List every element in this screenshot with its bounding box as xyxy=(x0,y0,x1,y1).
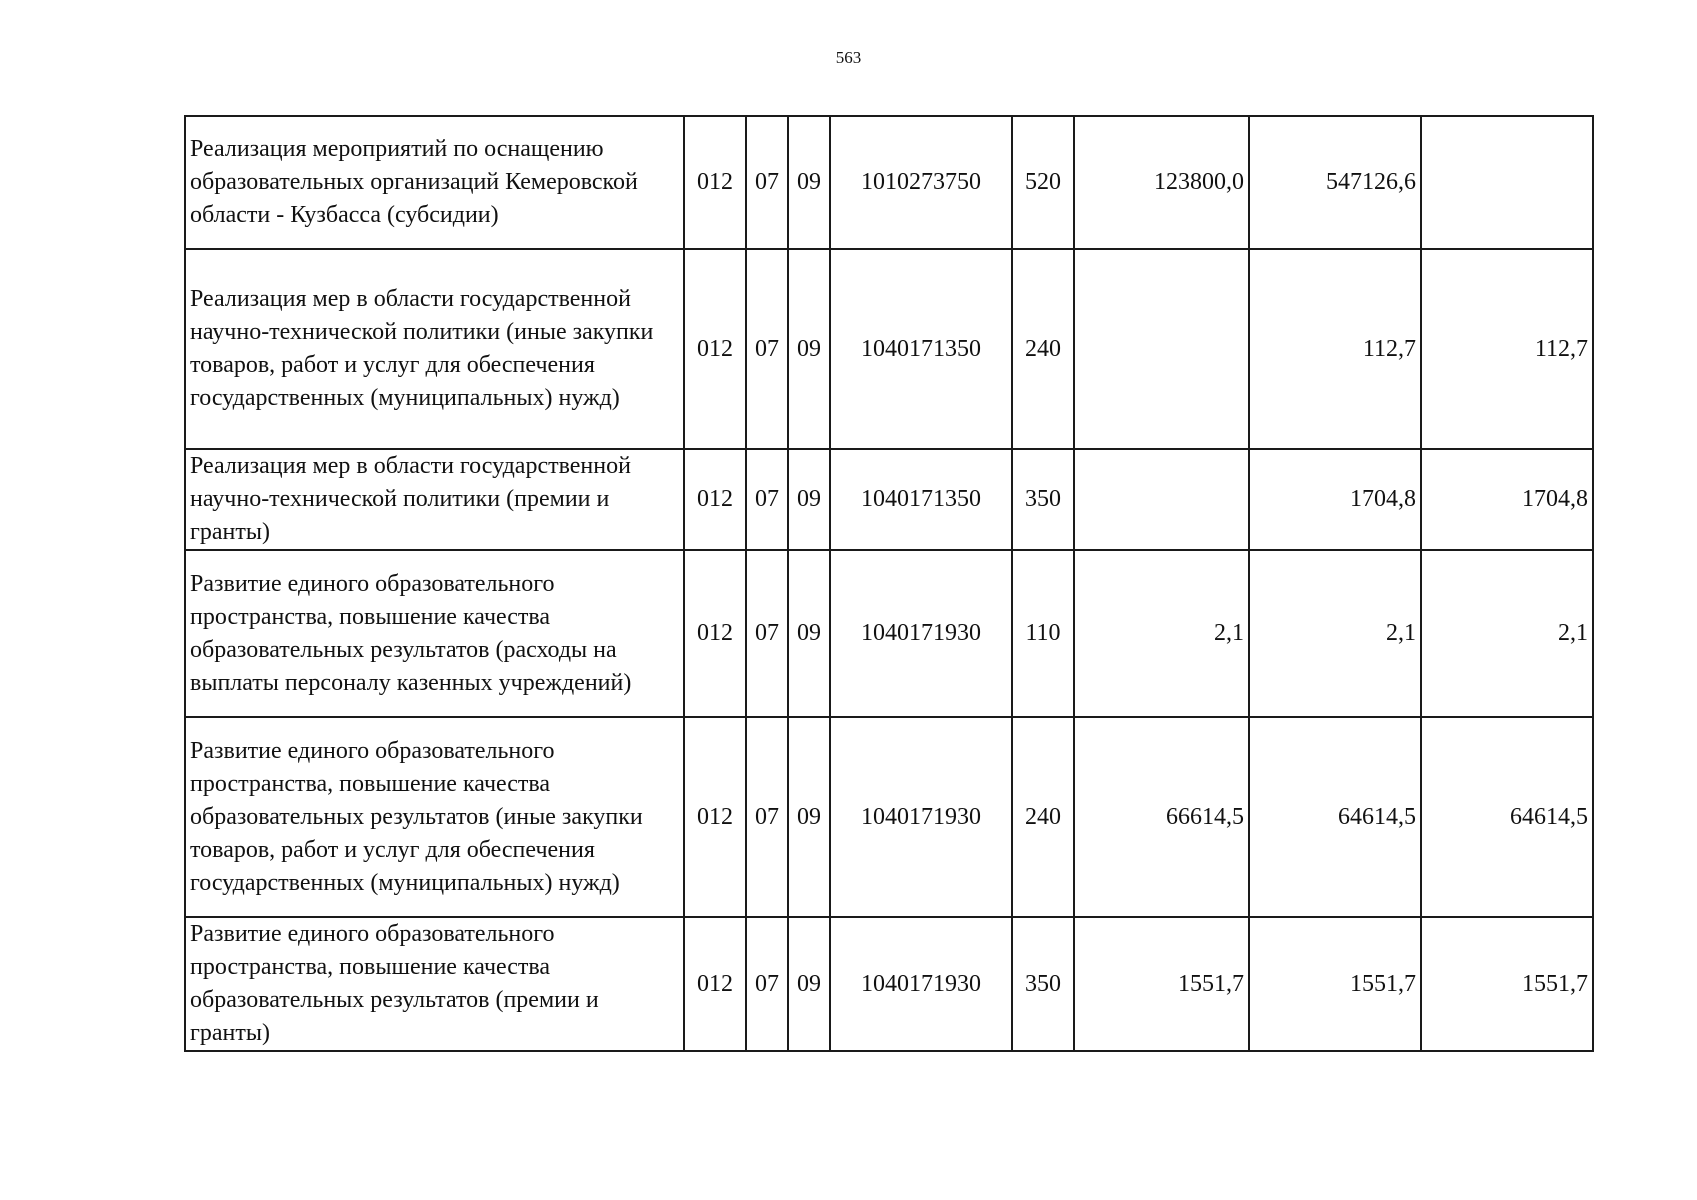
sum-year1-cell: 1551,7 xyxy=(1074,917,1249,1051)
table-row xyxy=(185,116,1593,249)
sum-year1-cell: 2,1 xyxy=(1074,550,1249,717)
section-cell: 07 xyxy=(746,717,788,917)
grbs-cell: 012 xyxy=(684,116,746,249)
sum-year2-cell: 2,1 xyxy=(1249,550,1421,717)
expense-type-cell: 520 xyxy=(1012,116,1074,249)
sum-year2-cell: 112,7 xyxy=(1249,249,1421,449)
subsection-cell: 09 xyxy=(788,917,830,1051)
expense-type-cell: 350 xyxy=(1012,449,1074,550)
sum-year3-cell: 2,1 xyxy=(1421,550,1593,717)
row-name-cell: Реализация мер в области государственной научно-технической политики (иные закупки товаров, работ и услуг для обеспечения государственных (муниципальных) нужд) xyxy=(185,249,684,449)
target-article-cell: 1040171930 xyxy=(830,550,1012,717)
sum-year3-cell: 64614,5 xyxy=(1421,717,1593,917)
sum-year3-cell: 1704,8 xyxy=(1421,449,1593,550)
target-article-cell: 1040171930 xyxy=(830,717,1012,917)
table-row xyxy=(185,249,1593,449)
target-article-cell: 1010273750 xyxy=(830,116,1012,249)
table-row xyxy=(185,717,1593,917)
table-row xyxy=(185,917,1593,1051)
subsection-cell: 09 xyxy=(788,116,830,249)
section-cell: 07 xyxy=(746,449,788,550)
subsection-cell: 09 xyxy=(788,249,830,449)
expense-type-cell: 110 xyxy=(1012,550,1074,717)
row-name-cell: Развитие единого образовательного пространства, повышение качества образовательных результатов (иные закупки товаров, работ и услуг для обеспечения государственных (муниципальных) нужд) xyxy=(185,717,684,917)
subsection-cell: 09 xyxy=(788,717,830,917)
section-cell: 07 xyxy=(746,116,788,249)
sum-year2-cell: 64614,5 xyxy=(1249,717,1421,917)
row-name-cell: Реализация мер в области государственной научно-технической политики (премии и гранты) xyxy=(185,449,684,550)
grbs-cell: 012 xyxy=(684,249,746,449)
sum-year1-cell: 123800,0 xyxy=(1074,116,1249,249)
table-row xyxy=(185,449,1593,550)
row-name-cell: Реализация мероприятий по оснащению образовательных организаций Кемеровской области - Кузбасса (субсидии) xyxy=(185,116,684,249)
sum-year3-cell xyxy=(1421,116,1593,249)
sum-year2-cell: 547126,6 xyxy=(1249,116,1421,249)
expense-type-cell: 240 xyxy=(1012,717,1074,917)
subsection-cell: 09 xyxy=(788,550,830,717)
sum-year2-cell: 1704,8 xyxy=(1249,449,1421,550)
sum-year3-cell: 112,7 xyxy=(1421,249,1593,449)
target-article-cell: 1040171350 xyxy=(830,249,1012,449)
sum-year1-cell xyxy=(1074,449,1249,550)
section-cell: 07 xyxy=(746,550,788,717)
section-cell: 07 xyxy=(746,249,788,449)
grbs-cell: 012 xyxy=(684,717,746,917)
sum-year1-cell xyxy=(1074,249,1249,449)
grbs-cell: 012 xyxy=(684,449,746,550)
row-name-cell: Развитие единого образовательного пространства, повышение качества образовательных результатов (премии и гранты) xyxy=(185,917,684,1051)
table-row xyxy=(185,550,1593,717)
sum-year2-cell: 1551,7 xyxy=(1249,917,1421,1051)
subsection-cell: 09 xyxy=(788,449,830,550)
budget-table xyxy=(184,115,1594,1052)
sum-year3-cell: 1551,7 xyxy=(1421,917,1593,1051)
expense-type-cell: 350 xyxy=(1012,917,1074,1051)
grbs-cell: 012 xyxy=(684,917,746,1051)
row-name-cell: Развитие единого образовательного пространства, повышение качества образовательных результатов (расходы на выплаты персоналу казенных учреждений) xyxy=(185,550,684,717)
section-cell: 07 xyxy=(746,917,788,1051)
grbs-cell: 012 xyxy=(684,550,746,717)
target-article-cell: 1040171930 xyxy=(830,917,1012,1051)
expense-type-cell: 240 xyxy=(1012,249,1074,449)
target-article-cell: 1040171350 xyxy=(830,449,1012,550)
page-number: 563 xyxy=(835,48,862,67)
sum-year1-cell: 66614,5 xyxy=(1074,717,1249,917)
